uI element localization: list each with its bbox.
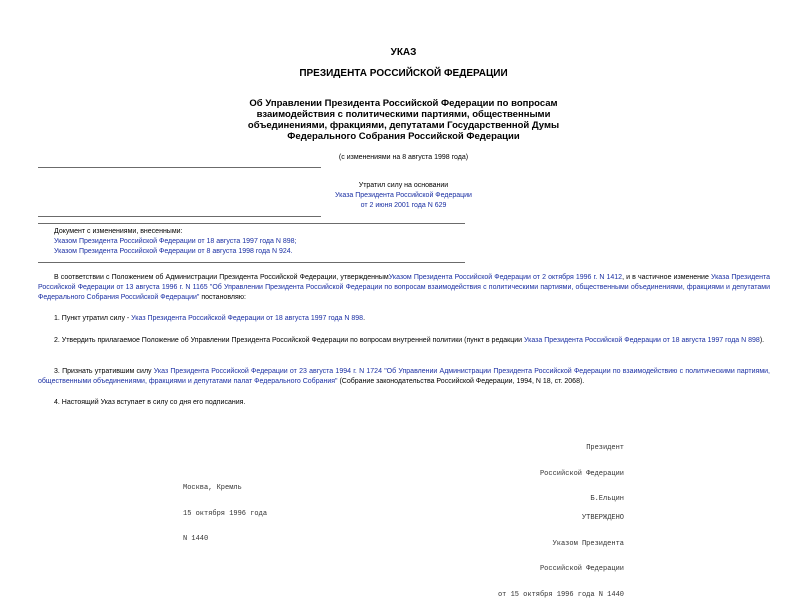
change-link[interactable]: Указом Президента Российской Федерации от 18 августа 1997 года N 898; xyxy=(54,238,297,245)
divider xyxy=(38,262,465,263)
repeal-decree-link[interactable]: Указа Президента Российской Федерации xyxy=(335,192,472,199)
changes-block: Документ с изменениями, внесенными: Указом Президента Российской Федерации от 18 августа 1997 года N 898; Указом Президента Российской Федерации от 8 августа 1998 года N 924. xyxy=(54,228,297,255)
decree-link[interactable]: Указа Президента Российской Федерации от 13 августа 1996 г. N 1165 "Об Управлении Президента Российской Федерации по вопросам взаимодействия с политическими партиями, общественными объединениями, фракциями и депутатами Федерального Собрания Российской Федерации" xyxy=(38,274,770,301)
divider xyxy=(38,223,465,224)
decree-link[interactable]: Указа Президента Российской Федерации от 18 августа 1997 года N 898 xyxy=(524,337,760,344)
decree-link[interactable]: Указ Президента Российской Федерации от 18 августа 1997 года N 898 xyxy=(131,315,364,322)
divider xyxy=(38,167,321,168)
clause-3: 3. Признать утратившим силу Указ Президента Российской Федерации от 23 августа 1994 г. N 1724 "Об Управлении Администрации Президента Российской Федерации по взаимодействию с политическими партиями, общественными объединениями, фракциями и депутатами палат Федерального Собрания" (Собрание законодательства Российской Федерации, 1994, N 18, ст. 2068). xyxy=(38,368,770,385)
decree-link[interactable]: Указом Президента Российской Федерации от 2 октября 1996 г. N 1412 xyxy=(388,274,623,281)
amendment-note: (с изменениями на 8 августа 1998 года) xyxy=(338,154,469,161)
clause-2: 2. Утвердить прилагаемое Положение об Управлении Президента Российской Федерации по вопросам внутренней политики (пункт в редакции Указа Президента Российской Федерации от 18 августа 1997 года N 898). xyxy=(54,337,765,344)
decree-heading: УКАЗ xyxy=(390,47,417,58)
place-date-block: Москва, Кремль 15 октября 1996 года N 1440 xyxy=(183,484,268,543)
document-title: Об Управлении Президента Российской Федерации по вопросам взаимодействия с политическими партиями, общественными объединениями, фракциями, депутатами Государственной Думы Федерального Собрания Российской Федерации xyxy=(247,98,560,142)
preamble-paragraph: В соответствии с Положением об Администрации Президента Российской Федерации, утвержденнымУказом Президента Российской Федерации от 2 октября 1996 г. N 1412, и в частичное изменение Указа Президента Российской Федерации от 13 августа 1996 г. N 1165 "Об Управлении Президента Российской Федерации по вопросам взаимодействия с политическими партиями, общественными объединениями, фракциями и депутатами Федерального Собрания Российской Федерации" постановляю: xyxy=(38,274,770,301)
divider xyxy=(38,216,321,217)
clause-4: 4. Настоящий Указ вступает в силу со дня его подписания. xyxy=(54,399,246,406)
clause-1: 1. Пункт утратил силу - Указ Президента Российской Федерации от 18 августа 1997 года N 898. xyxy=(54,315,366,322)
change-link[interactable]: Указом Президента Российской Федерации от 8 августа 1998 года N 924. xyxy=(54,248,293,255)
decree-issuer: ПРЕЗИДЕНТА РОССИЙСКОЙ ФЕДЕРАЦИИ xyxy=(299,68,508,79)
repeal-decree-date-link[interactable]: от 2 июня 2001 года N 629 xyxy=(360,202,447,209)
repeal-block: Утратил силу на основании Указа Президента Российской Федерации от 2 июня 2001 года N 629 xyxy=(300,181,507,211)
decree-link[interactable]: Указ Президента Российской Федерации от 23 августа 1994 г. N 1724 "Об Управлении Администрации Президента Российской Федерации по взаимодействию с политическими партиями, общественными объединениями, фракциями и депутатами палат Федерального Собрания" xyxy=(38,368,770,385)
signature-block: Президент Российской Федерации Б.Ельцин xyxy=(539,444,624,503)
approved-block: УТВЕРЖДЕНО Указом Президента Российской Федерации от 15 октября 1996 года N 1440 xyxy=(497,514,624,599)
